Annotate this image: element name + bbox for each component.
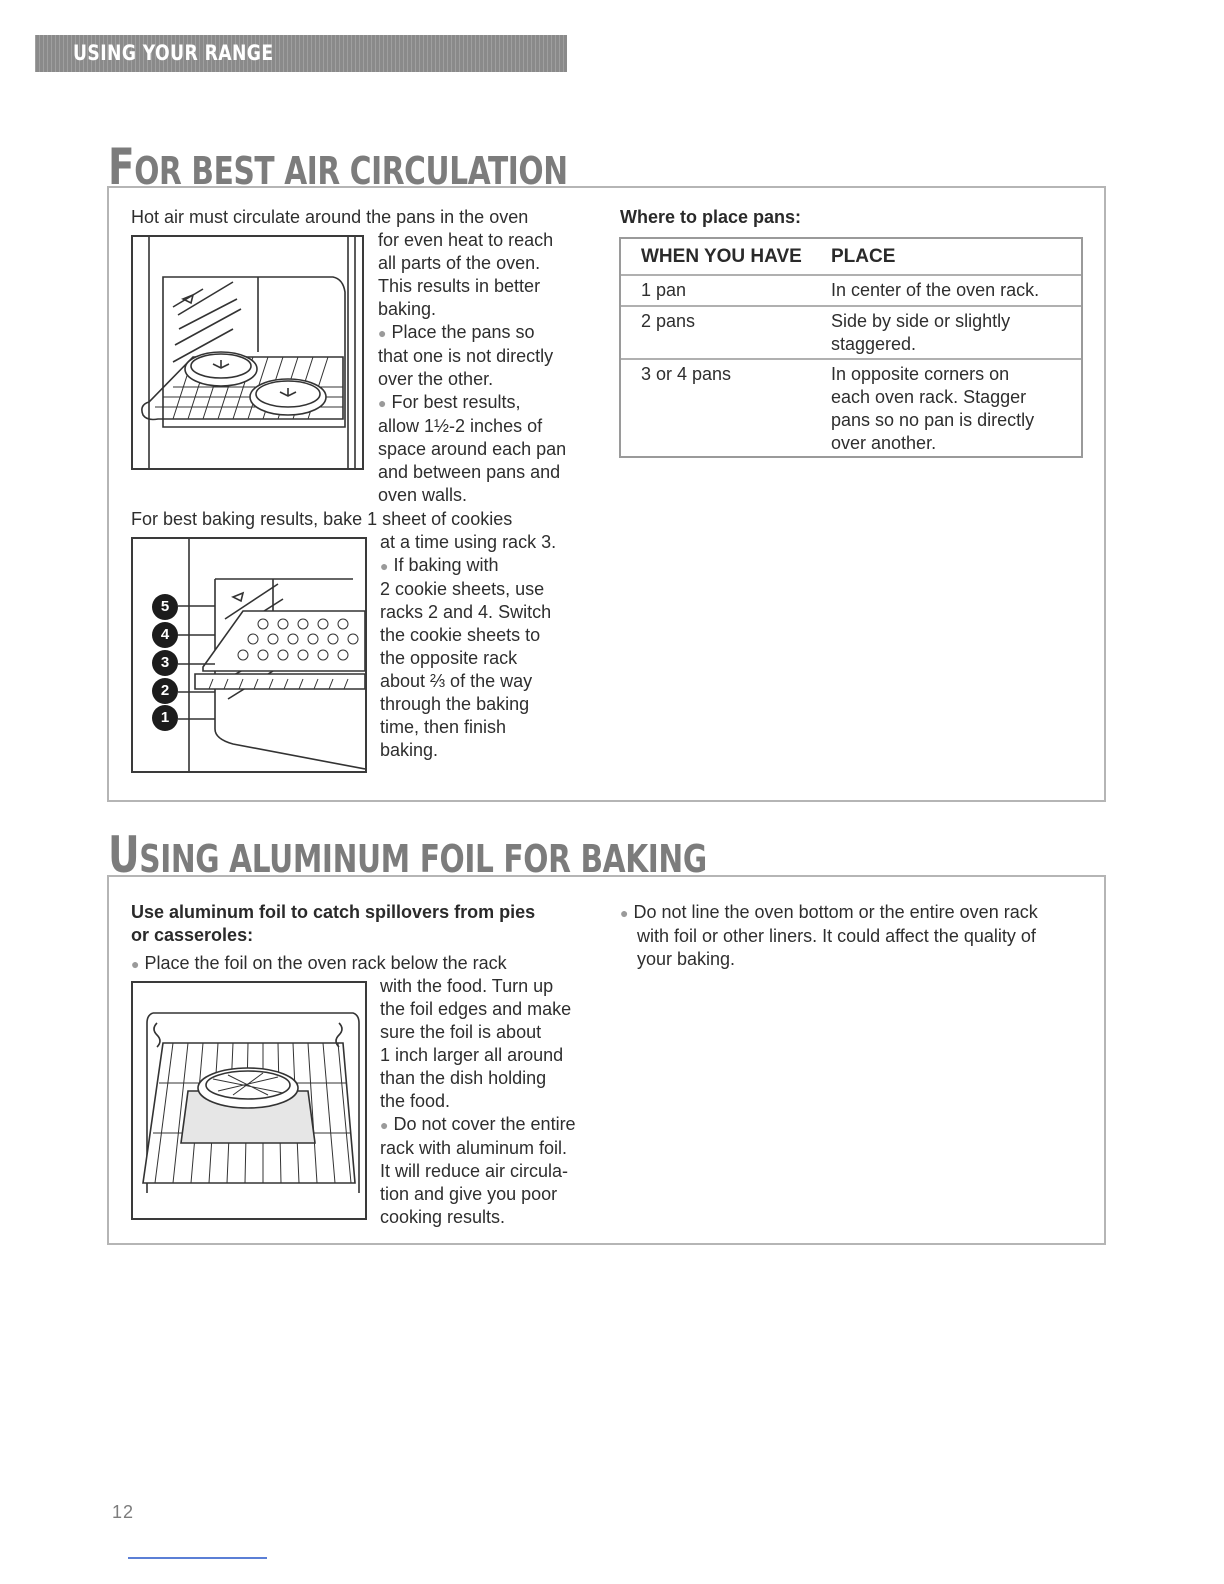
bullet-line: that one is not directly	[378, 346, 554, 366]
oven-pies-illustration	[133, 237, 362, 468]
bullet-icon: ●	[380, 1117, 389, 1133]
bullet-line: ● Do not cover the entire	[380, 1114, 576, 1134]
title-initial: U	[108, 826, 140, 884]
intro-line: Hot air must circulate around the pans in the oven	[131, 207, 529, 227]
table-cell-have: 2 pans	[641, 311, 696, 331]
table-cell-place: In opposite corners on each oven rack. Stagger pans so no pan is directly over another.	[831, 364, 1035, 453]
bullet-line: about ⅔ of the way	[380, 671, 533, 691]
wrap-line: 1 inch larger all around	[380, 1045, 564, 1065]
bullet-icon: ●	[380, 558, 389, 574]
table-row	[621, 276, 1081, 307]
bullet-line: baking.	[380, 740, 439, 760]
bullet-icon: ●	[378, 395, 387, 411]
wrap-line: baking.	[378, 299, 437, 319]
wrap-line: with the food. Turn up	[380, 976, 554, 996]
foil-rack-figure	[131, 981, 367, 1220]
footer-rule	[128, 1557, 267, 1559]
bullet-line: the cookie sheets to	[380, 625, 541, 645]
table-row	[621, 360, 1081, 458]
bullet-line: time, then finish	[380, 717, 507, 737]
pan-placement-table	[619, 237, 1083, 458]
air-circulation-text	[378, 229, 566, 507]
rack-3-badge: 3	[152, 650, 178, 676]
bullet-line: racks 2 and 4. Switch	[380, 602, 552, 622]
wrap-line: than the dish holding	[380, 1068, 547, 1088]
wrap-line: for even heat to reach	[378, 230, 554, 250]
bullet-line: over the other.	[378, 369, 494, 389]
bullet-line: ● If baking with	[380, 555, 499, 575]
table-header-row	[621, 239, 1081, 276]
bullet-icon: ●	[131, 956, 140, 972]
where-to-place-title: Where to place pans:	[620, 207, 802, 227]
foil-right-bullet: ● Do not line the oven bottom or the entire oven rack with foil or other liners. It could affect the quality of your baking.	[620, 902, 1038, 969]
table-cell-place: Side by side or slightly staggered.	[831, 311, 1011, 354]
wrap-line: sure the foil is about	[380, 1022, 542, 1042]
page-number: 12	[112, 1502, 135, 1522]
table-cell-place: In center of the oven rack.	[831, 280, 1040, 300]
bullet-line: rack with aluminum foil.	[380, 1138, 568, 1158]
wrap-line: the food.	[380, 1091, 451, 1111]
bullet-line: cooking results.	[380, 1207, 506, 1227]
section-header-label: USING YOUR RANGE	[73, 41, 274, 65]
rack-1-badge: 1	[152, 705, 178, 731]
bullet-line: ● For best results,	[378, 392, 521, 412]
cookie-text	[380, 531, 556, 762]
bullet-line: 2 cookie sheets, use	[380, 579, 545, 599]
foil-bullet-first-line: ● Place the foil on the oven rack below the rack	[131, 953, 507, 973]
rack-5-badge: 5	[152, 594, 178, 620]
wrap-line: This results in better	[378, 276, 541, 296]
oven-pies-figure	[131, 235, 364, 470]
bullet-line: tion and give you poor	[380, 1184, 558, 1204]
table-header-cell: WHEN YOU HAVE	[641, 246, 802, 267]
table-cell-have: 1 pan	[641, 280, 687, 300]
wrap-line: at a time using rack 3.	[380, 532, 557, 552]
title-rest: OR BEST AIR CIRCULATION	[134, 149, 568, 193]
table-cell-have: 3 or 4 pans	[641, 364, 732, 384]
table-header-cell: PLACE	[831, 246, 896, 267]
bullet-line: space around each pan	[378, 439, 567, 459]
bullet-icon: ●	[378, 325, 387, 341]
rack-2-badge: 2	[152, 678, 178, 704]
bullet-line: and between pans and	[378, 462, 561, 482]
foil-text	[380, 975, 576, 1229]
bullet-line: ● Place the pans so	[378, 322, 535, 342]
wrap-line: all parts of the oven.	[378, 253, 541, 273]
cookie-intro: For best baking results, bake 1 sheet of cookies	[131, 509, 513, 529]
foil-rack-illustration	[133, 983, 365, 1218]
bullet-icon: ●	[620, 905, 629, 921]
rack-4-badge: 4	[152, 622, 178, 648]
bullet-line: allow 1½-2 inches of	[378, 416, 543, 436]
section-header-band	[35, 35, 567, 72]
title-rest: SING ALUMINUM FOIL FOR BAKING	[139, 837, 707, 881]
wrap-line: the foil edges and make	[380, 999, 572, 1019]
bullet-line: through the baking	[380, 694, 530, 714]
foil-lead: Use aluminum foil to catch spillovers from pies or casseroles:	[131, 902, 536, 945]
title-initial: F	[108, 138, 135, 196]
bullet-line: It will reduce air circula-	[380, 1161, 569, 1181]
table-row	[621, 307, 1081, 360]
bullet-line: the opposite rack	[380, 648, 518, 668]
bullet-line: oven walls.	[378, 485, 468, 505]
